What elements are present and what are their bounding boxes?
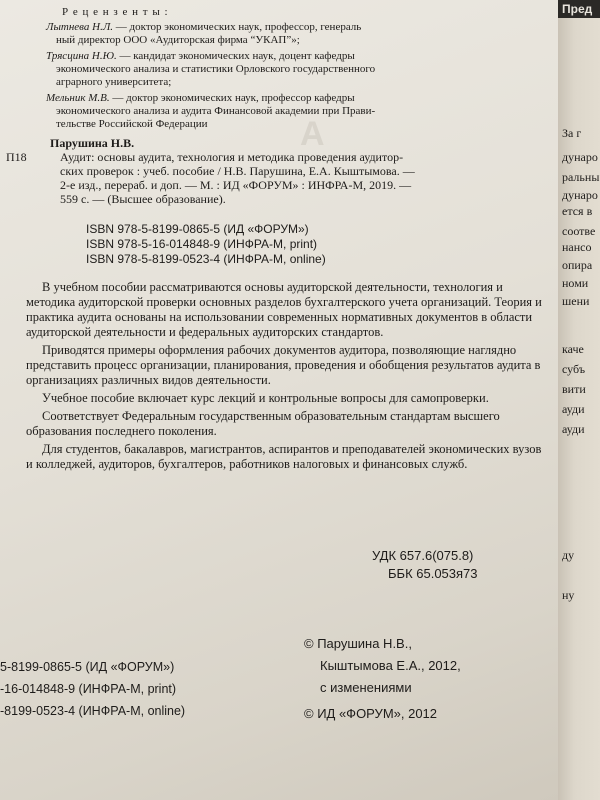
facing-page-line: соотве xyxy=(562,224,596,238)
facing-page-line: вити xyxy=(562,382,586,396)
bibliographic-line: 559 с. — (Высшее образование). xyxy=(60,192,226,206)
reviewer-line: Мельник М.В. — доктор экономических наук, профессор кафедры xyxy=(46,92,355,104)
facing-page-line: нансо xyxy=(562,240,592,254)
reviewer-line: экономического анализа и аудита Финансовой академии при Прави- xyxy=(56,105,376,117)
facing-page-line: каче xyxy=(562,342,584,356)
reviewer-line: экономического анализа и статистики Орловского государственного xyxy=(56,63,376,75)
annotation-paragraph: Соответствует Федеральным государственным образовательным стандартам высшего образования последнего поколения. xyxy=(26,409,500,438)
reviewer-line: ный директор ООО «Аудиторская фирма “УКАП”»; xyxy=(56,34,300,46)
copyright-line: © ИД «ФОРУМ», 2012 xyxy=(304,706,438,721)
bleed-through-text: A xyxy=(300,115,325,153)
annotation-paragraph: Для студентов, бакалавров, магистрантов, аспирантов и преподавателей экономических вузов и колледжей, аудиторов, бухгалтеров, работников налоговых и финансовых служб. xyxy=(26,442,542,471)
annotation-paragraph: Приводятся примеры оформления рабочих документов аудитора, позволяющие наглядно представить процесс организации, планирования, проведения и обобщения результатов аудита в организациях различных видов деятельности. xyxy=(26,343,541,387)
copyright-line: с изменениями xyxy=(320,680,412,695)
reviewers-heading: Р е ц е н з е н т ы : xyxy=(62,6,169,18)
facing-page-line: ется в xyxy=(562,204,593,218)
isbn-bottom-line: -8199-0523-4 (ИНФРА-М, online) xyxy=(0,704,186,718)
facing-page-line: дунаро xyxy=(562,150,598,164)
facing-page-line: За г xyxy=(562,126,582,140)
isbn-bottom-line: -16-014848-9 (ИНФРА-М, print) xyxy=(0,682,177,696)
facing-page-line: субъ xyxy=(562,362,586,376)
facing-page-line: ауди xyxy=(562,422,585,436)
isbn-bottom-line: 5-8199-0865-5 (ИД «ФОРУМ») xyxy=(0,660,175,674)
udc-code: УДК 657.6(075.8) xyxy=(372,548,474,563)
reviewer-line: тельстве Российской Федерации xyxy=(56,118,208,130)
reviewer-line: аграрного университета; xyxy=(56,76,172,88)
facing-page-line: ауди xyxy=(562,402,585,416)
bbk-code: ББК 65.053я73 xyxy=(388,566,478,581)
bibliographic-line: Аудит: основы аудита, технология и методика проведения аудитор- xyxy=(60,150,404,164)
isbn-line: ISBN 978-5-16-014848-9 (ИНФРА-М, print) xyxy=(86,237,318,251)
facing-page-line: ду xyxy=(562,548,575,562)
facing-page-line: опира xyxy=(562,258,593,272)
isbn-line: ISBN 978-5-8199-0523-4 (ИНФРА-М, online) xyxy=(86,252,326,266)
bibliographic-line: ских проверок : учеб. пособие / Н.В. Парушина, Е.А. Кыштымова. — xyxy=(60,164,415,178)
copyright-line: © Парушина Н.В., xyxy=(304,636,412,651)
facing-page-line: ну xyxy=(562,588,575,602)
library-code: П18 xyxy=(6,150,27,164)
copyright-line: Кыштымова Е.А., 2012, xyxy=(320,658,461,673)
annotation-paragraph: В учебном пособии рассматриваются основы аудиторской деятельности, технология и методика аудиторской проверки основных разделов бухгалтерского учета организаций. Теория и практика аудита основаны на использовании современных нормативных документов в области аудиторской деятельности и федеральных аудиторских стандартов. xyxy=(26,280,542,339)
facing-page xyxy=(558,0,600,800)
annotation-paragraph: Учебное пособие включает курс лекций и контрольные вопросы для самопроверки. xyxy=(42,391,489,405)
isbn-line: ISBN 978-5-8199-0865-5 (ИД «ФОРУМ») xyxy=(86,222,309,236)
annotation-block xyxy=(26,280,546,475)
reviewer-line: Трясцина Н.Ю. — кандидат экономических наук, доцент кафедры xyxy=(46,50,355,62)
book-author: Парушина Н.В. xyxy=(50,136,135,150)
facing-page-line: номи xyxy=(562,276,589,290)
facing-page-line: дунаро xyxy=(562,188,598,202)
facing-page-header: Пред xyxy=(558,0,600,18)
reviewer-line: Лытнева Н.Л. — доктор экономических наук, профессор, генераль xyxy=(46,21,362,33)
facing-page-line: ральны xyxy=(562,170,600,184)
facing-page-line: шени xyxy=(562,294,590,308)
bibliographic-line: 2-е изд., перераб. и доп. — М. : ИД «ФОРУМ» : ИНФРА-М, 2019. — xyxy=(60,178,412,192)
